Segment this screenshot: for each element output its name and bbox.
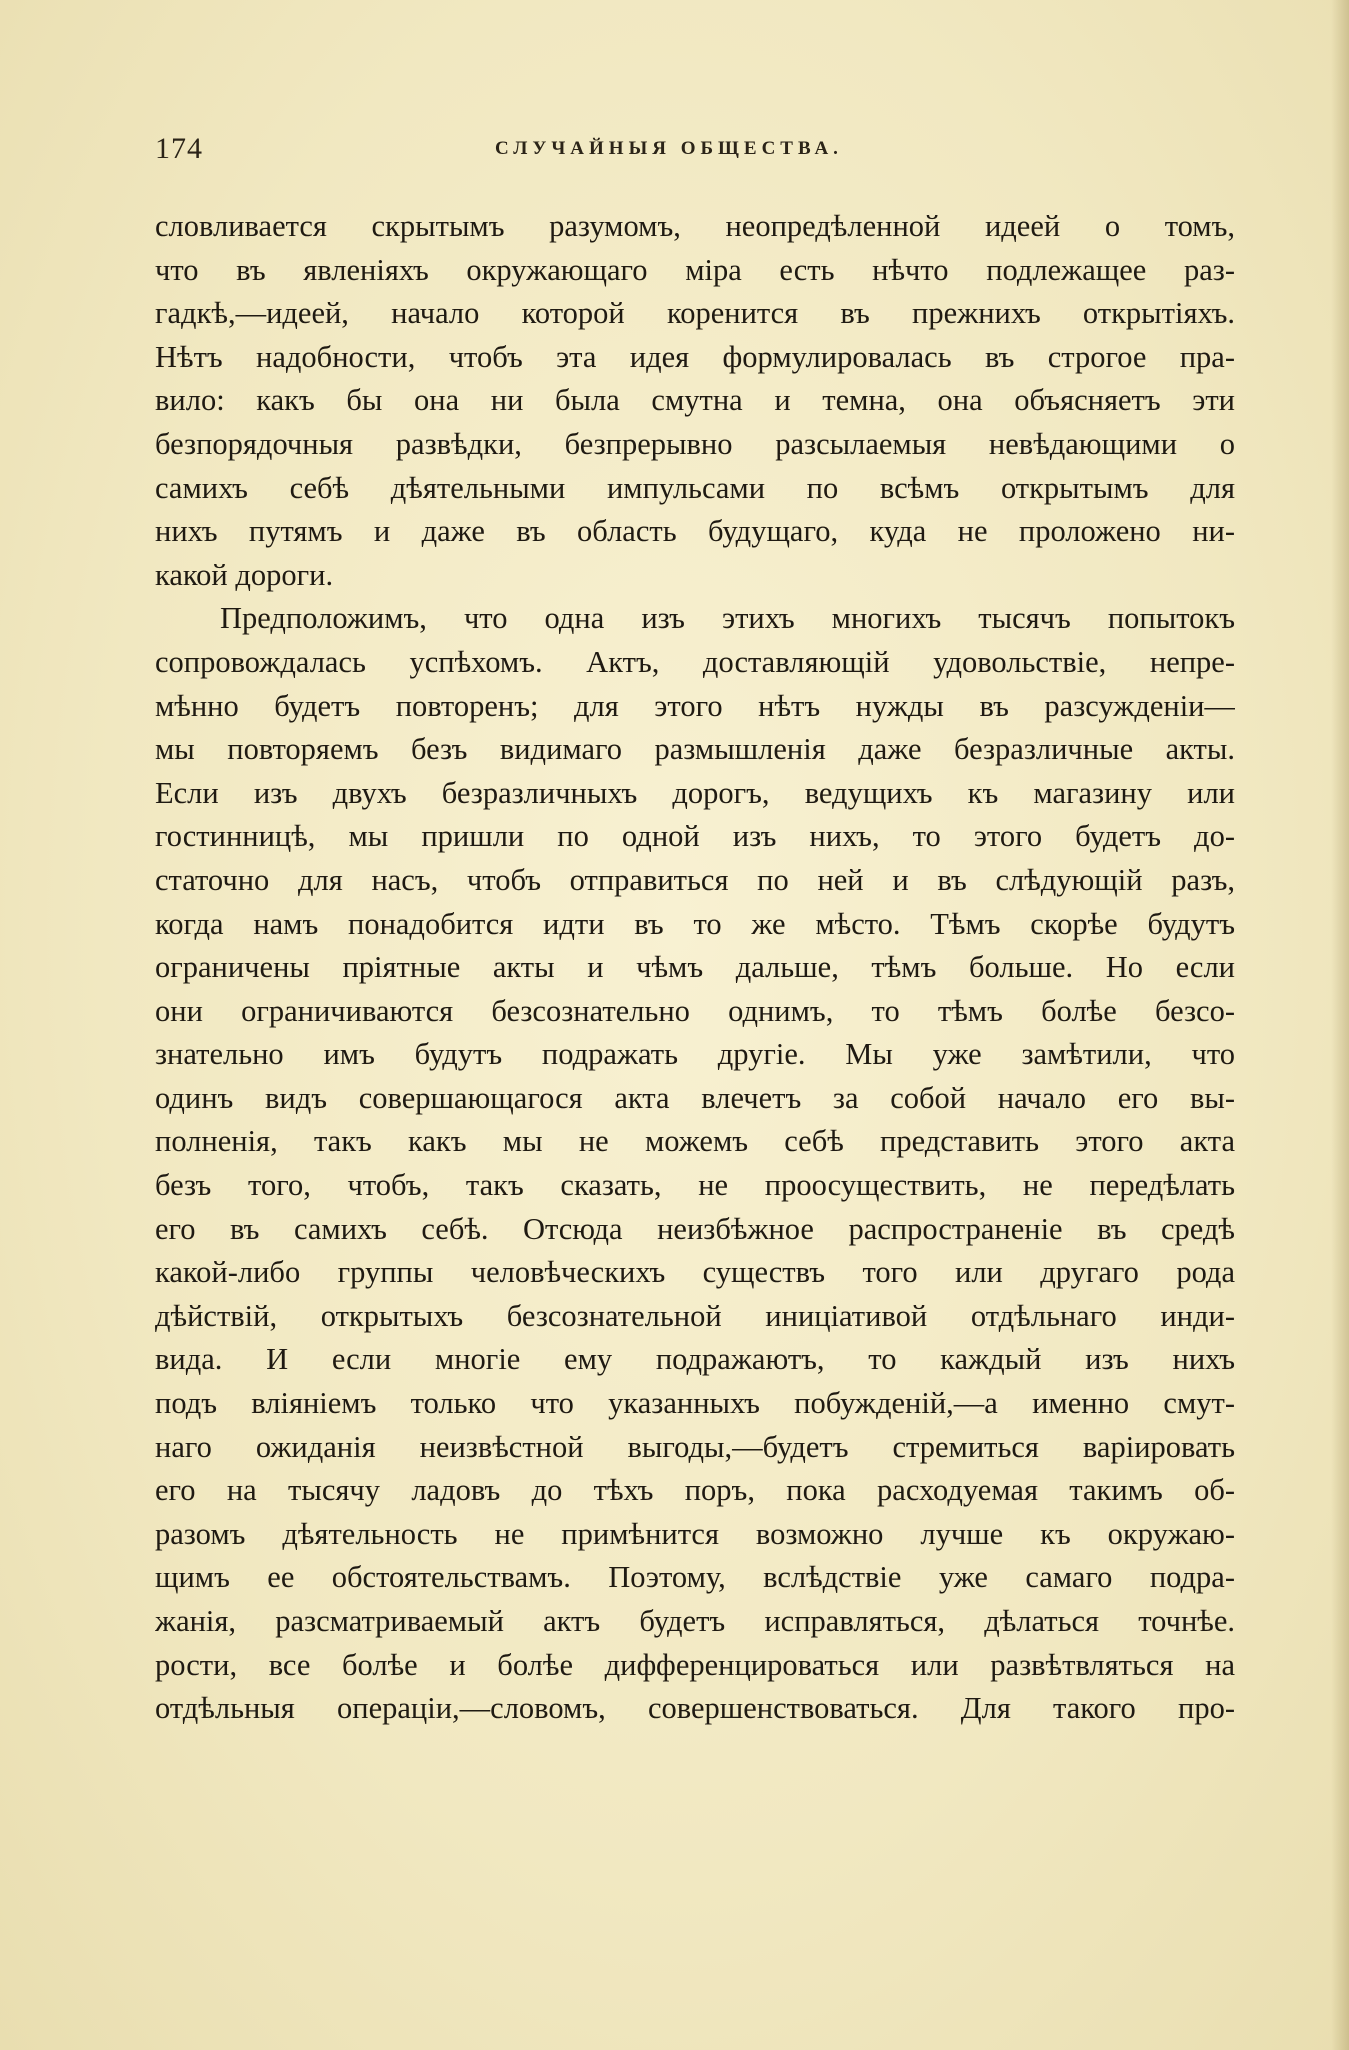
page-edge-shadow	[1331, 0, 1349, 2050]
text-line: Нѣтъ надобности, чтобъ эта идея формулировалась въ строгое пра-	[155, 339, 1235, 374]
text-line: знательно имъ будутъ подражать другіе. Мы уже замѣтили, что	[155, 1037, 1235, 1072]
text-line: его на тысячу ладовъ до тѣхъ поръ, пока расходуемая такимъ об-	[155, 1473, 1235, 1508]
text-line: какой-либо группы человѣческихъ существъ того или другаго рода	[155, 1255, 1235, 1290]
text-line: мы повторяемъ безъ видимаго размышленія даже безразличные акты.	[155, 732, 1235, 767]
text-line: его въ самихъ себѣ. Отсюда неизбѣжное распространеніе въ средѣ	[155, 1211, 1235, 1246]
text-line: словливается скрытымъ разумомъ, неопредѣленной идеей о томъ,	[155, 209, 1235, 243]
text-line: они ограничиваются безсознательно однимъ, то тѣмъ болѣе безсо-	[155, 993, 1235, 1028]
text-line: рости, все болѣе и болѣе дифференцироваться или развѣтвляться на	[155, 1647, 1235, 1682]
text-line: безъ того, чтобъ, такъ сказать, не проосуществить, не передѣлать	[155, 1168, 1235, 1203]
text-line: нихъ путямъ и даже въ область будущаго, куда не проложено ни-	[155, 514, 1235, 549]
running-title: СЛУЧАЙНЫЯ ОБЩЕСТВА.	[495, 138, 843, 159]
text-line: одинъ видъ совершающагося акта влечетъ за собой начало его вы-	[155, 1080, 1235, 1115]
text-line: гостинницѣ, мы пришли по одной изъ нихъ, то этого будетъ до-	[155, 819, 1235, 854]
paragraph-1	[155, 205, 1235, 597]
text-line: самихъ себѣ дѣятельными импульсами по всѣмъ открытымъ для	[155, 470, 1235, 505]
page-number: 174	[155, 132, 203, 165]
text-line: разомъ дѣятельность не примѣнится возможно лучше къ окружаю-	[155, 1516, 1235, 1551]
text-line: жанія, разсматриваемый актъ будетъ исправляться, дѣлаться точнѣе.	[155, 1604, 1235, 1638]
text-line: дѣйствій, открытыхъ безсознательной иниціативой отдѣльнаго инди-	[155, 1298, 1235, 1333]
text-line: ограничены пріятные акты и чѣмъ дальше, тѣмъ больше. Но если	[155, 950, 1235, 985]
text-line: когда намъ понадобится идти въ то же мѣсто. Тѣмъ скорѣе будутъ	[155, 906, 1235, 941]
text-line: вида. И если многіе ему подражаютъ, то каждый изъ нихъ	[155, 1342, 1235, 1377]
paragraph-2	[155, 597, 1235, 1730]
text-line: подъ вліяніемъ только что указанныхъ побужденій,—а именно смут-	[155, 1386, 1235, 1421]
body-text	[155, 205, 1235, 1731]
text-line: гадкѣ,—идеей, начало которой коренится въ прежнихъ открытіяхъ.	[155, 296, 1235, 331]
text-line: что въ явленіяхъ окружающаго міра есть нѣчто подлежащее раз-	[155, 252, 1235, 287]
text-line: отдѣльныя операціи,—словомъ, совершенствоваться. Для такого про-	[155, 1691, 1235, 1726]
text-line: какой дороги.	[155, 557, 334, 592]
text-line: Если изъ двухъ безразличныхъ дорогъ, ведущихъ къ магазину или	[155, 775, 1235, 810]
text-line: наго ожиданія неизвѣстной выгоды,—будетъ стремиться варіировать	[155, 1429, 1235, 1464]
text-line: статочно для насъ, чтобъ отправиться по ней и въ слѣдующій разъ,	[155, 862, 1235, 897]
text-line: полненія, такъ какъ мы не можемъ себѣ представить этого акта	[155, 1124, 1235, 1159]
text-line: вило: какъ бы она ни была смутна и темна, она объясняетъ эти	[155, 383, 1235, 418]
text-line: Предположимъ, что одна изъ этихъ многихъ тысячъ попытокъ	[220, 601, 1235, 636]
text-line: безпорядочныя развѣдки, безпрерывно разсылаемыя невѣдающими о	[155, 426, 1235, 461]
text-line: щимъ ее обстоятельствамъ. Поэтому, вслѣдствіе уже самаго подра-	[155, 1560, 1235, 1595]
running-head	[155, 132, 1235, 172]
text-line: мѣнно будетъ повторенъ; для этого нѣтъ нужды въ разсужденіи—	[155, 688, 1235, 723]
text-line: сопровождалась успѣхомъ. Актъ, доставляющій удовольствіе, непре-	[155, 644, 1235, 679]
